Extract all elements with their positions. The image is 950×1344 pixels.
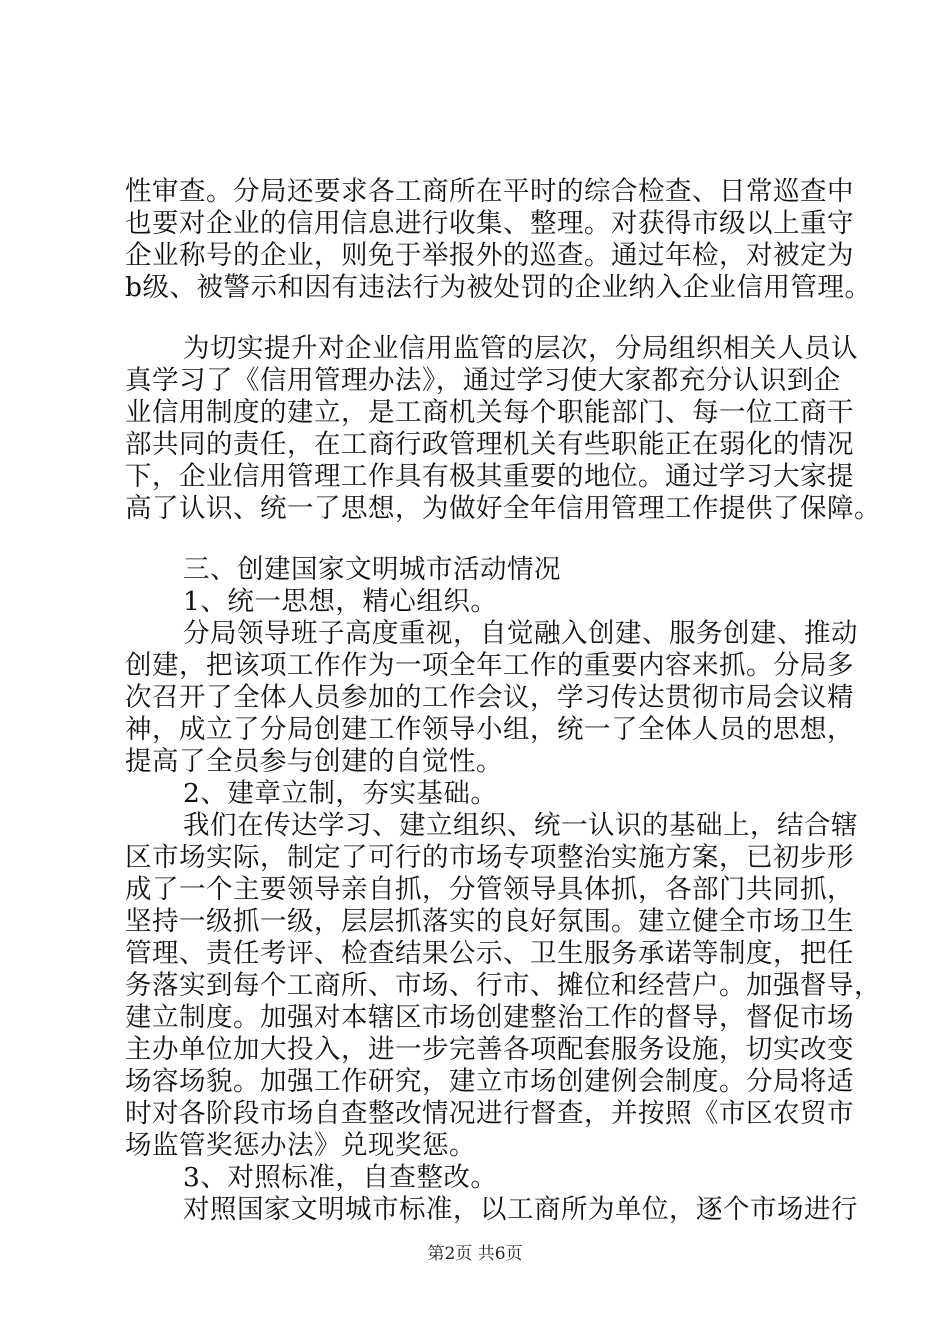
text-line: 坚持一级抓一级，层层抓落实的良好氛围。建立健全市场卫生 [125, 906, 854, 937]
text-line: 提高了全员参与创建的自觉性。 [125, 746, 503, 777]
subsection-heading: 1、统一思想，精心组织。 [183, 586, 498, 617]
page-number-footer: 第2页 共6页 [427, 1244, 523, 1264]
text-line: 场监管奖惩办法》兑现奖惩。 [125, 1130, 476, 1161]
text-line: 高了认识、统一了思想，为做好全年信用管理工作提供了保障。 [125, 493, 881, 524]
text-line: 主办单位加大投入，进一步完善各项配套服务设施，切实改变 [125, 1034, 854, 1065]
text-line: 为切实提升对企业信用监管的层次，分局组织相关人员认 [183, 333, 858, 364]
text-line: 建立制度。加强对本辖区市场创建整治工作的督导，督促市场 [125, 1002, 854, 1033]
text-line: 对照国家文明城市标准，以工商所为单位，逐个市场进行 [183, 1194, 858, 1225]
text-line: 也要对企业的信用信息进行收集、整理。对获得市级以上重守 [125, 208, 854, 239]
text-line: 神，成立了分局创建工作领导小组，统一了全体人员的思想， [125, 714, 854, 745]
subsection-heading: 2、建章立制，夯实基础。 [183, 778, 498, 809]
paragraph-gap [125, 525, 845, 554]
text-line: 企业称号的企业，则免于举报外的巡查。通过年检，对被定为 [125, 240, 854, 271]
text-line: b级、被警示和因有违法行为被处罚的企业纳入企业信用管理。 [125, 272, 872, 303]
text-line: 管理、责任考评、检查结果公示、卫生服务承诺等制度，把任 [125, 938, 854, 969]
text-line: 我们在传达学习、建立组织、统一认识的基础上，结合辖 [183, 810, 858, 841]
text-line: 部共同的责任，在工商行政管理机关有些职能正在弱化的情况 [125, 429, 854, 460]
text-line: 成了一个主要领导亲自抓，分管领导具体抓，各部门共同抓， [125, 874, 854, 905]
subsection-heading: 3、对照标准，自查整改。 [183, 1162, 498, 1193]
text-line: 业信用制度的建立，是工商机关每个职能部门、每一位工商干 [125, 397, 854, 428]
text-line: 创建，把该项工作作为一项全年工作的重要内容来抓。分局多 [125, 650, 854, 681]
text-line: 时对各阶段市场自查整改情况进行督查，并按照《市区农贸市 [125, 1098, 854, 1129]
text-line: 下，企业信用管理工作具有极其重要的地位。通过学习大家提 [125, 461, 854, 492]
text-line: 性审查。分局还要求各工商所在平时的综合检查、日常巡查中 [125, 176, 854, 207]
section-heading: 三、创建国家文明城市活动情况 [183, 554, 561, 585]
document-body [125, 176, 881, 1226]
paragraph-gap [125, 304, 845, 333]
text-line: 次召开了全体人员参加的工作会议，学习传达贯彻市局会议精 [125, 682, 854, 713]
text-line: 真学习了《信用管理办法》，通过学习使大家都充分认识到企 [125, 365, 841, 396]
text-line: 场容场貌。加强工作研究，建立市场创建例会制度。分局将适 [125, 1066, 854, 1097]
text-line: 分局领导班子高度重视，自觉融入创建、服务创建、推动 [183, 618, 858, 649]
text-line: 务落实到每个工商所、市场、行市、摊位和经营户。加强督导， [125, 970, 881, 1001]
text-line: 区市场实际，制定了可行的市场专项整治实施方案，已初步形 [125, 842, 854, 873]
